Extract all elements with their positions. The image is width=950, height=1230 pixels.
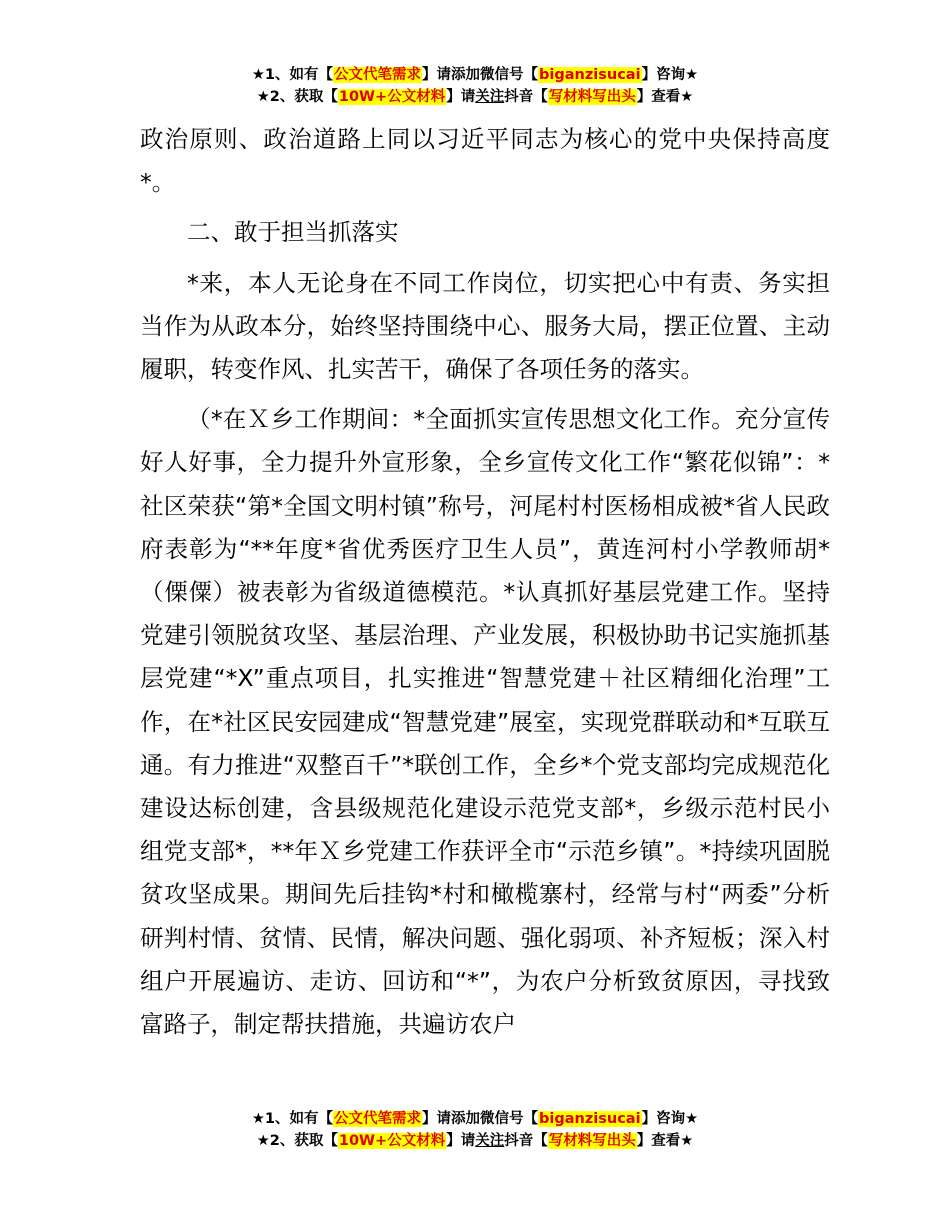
- highlight-douyin-account: 写材料写出头: [548, 1133, 636, 1149]
- highlight-wechat-id: biganzisucai: [539, 1111, 641, 1127]
- highlight-service: 公文代笔需求: [334, 67, 422, 83]
- promo-line-2: ★2、获取【10W+公文材料】请关注抖音【写材料写出头】查看★: [256, 1133, 694, 1149]
- paragraph-details: （*在Ｘ乡工作期间：*全面抓实宣传思想文化工作。充分宣传好人好事，全力提升外宣形象，全乡宣传文化工作“繁花似锦”：*社区荣获“第*全国文明村镇”称号，河尾村村医杨相成被*省人民政府表彰为“**年度*省优秀医疗卫生人员”，黄连河村小学教师胡*（傈僳）被表彰为省级道德模范。*认真抓好基层党建工作。坚持党建引领脱贫攻坚、基层治理、产业发展，积极协助书记实施抓基层党建“*X”重点项目，扎实推进“智慧党建＋社区精细化治理”工作，在*社区民安园建成“智慧党建”展室，实现党群联动和*互联互通。有力推进“双整百千”*联创工作，全乡*个党支部均完成规范化建设达标创建，含县级规范化建设示范党支部*，乡级示范村民小组党支部*，**年Ｘ乡党建工作获评全市“示范乡镇”。*持续巩固脱贫攻坚成果。期间先后挂钩*村和橄榄寨村，经常与村“两委”分析研判村情、贫情、民情，解决问题、强化弱项、补齐短板；深入村组户开展遍访、走访、回访和“*”，为农户分析致贫原因，寻找致富路子，制定帮扶措施，共遍访农户: [140, 405, 830, 1039]
- promo-line-1: ★1、如有【公文代笔需求】请添加微信号【biganzisucai】咨询★: [251, 1111, 699, 1127]
- promo-line-1: ★1、如有【公文代笔需求】请添加微信号【biganzisucai】咨询★: [251, 67, 699, 83]
- highlight-service: 公文代笔需求: [334, 1111, 422, 1127]
- highlight-materials: 10W+公文材料: [338, 89, 446, 105]
- highlight-wechat-id: biganzisucai: [539, 67, 641, 83]
- header-promo-banner: [0, 64, 950, 108]
- highlight-douyin-account: 写材料写出头: [548, 89, 636, 105]
- document-body: [140, 118, 830, 1046]
- section-heading: 二、敢于担当抓落实: [187, 218, 399, 247]
- highlight-materials: 10W+公文材料: [338, 1133, 446, 1149]
- paragraph-continuation: 政治原则、政治道路上同以习近平同志为核心的党中央保持高度*。: [140, 125, 830, 197]
- footer-promo-banner: [0, 1108, 950, 1152]
- promo-line-2: ★2、获取【10W+公文材料】请关注抖音【写材料写出头】查看★: [256, 89, 694, 105]
- paragraph-summary: *来，本人无论身在不同工作岗位，切实把心中有责、务实担当作为从政本分，始终坚持围绕中心、服务大局，摆正位置、主动履职，转变作风、扎实苦干，确保了各项任务的落实。: [140, 268, 830, 384]
